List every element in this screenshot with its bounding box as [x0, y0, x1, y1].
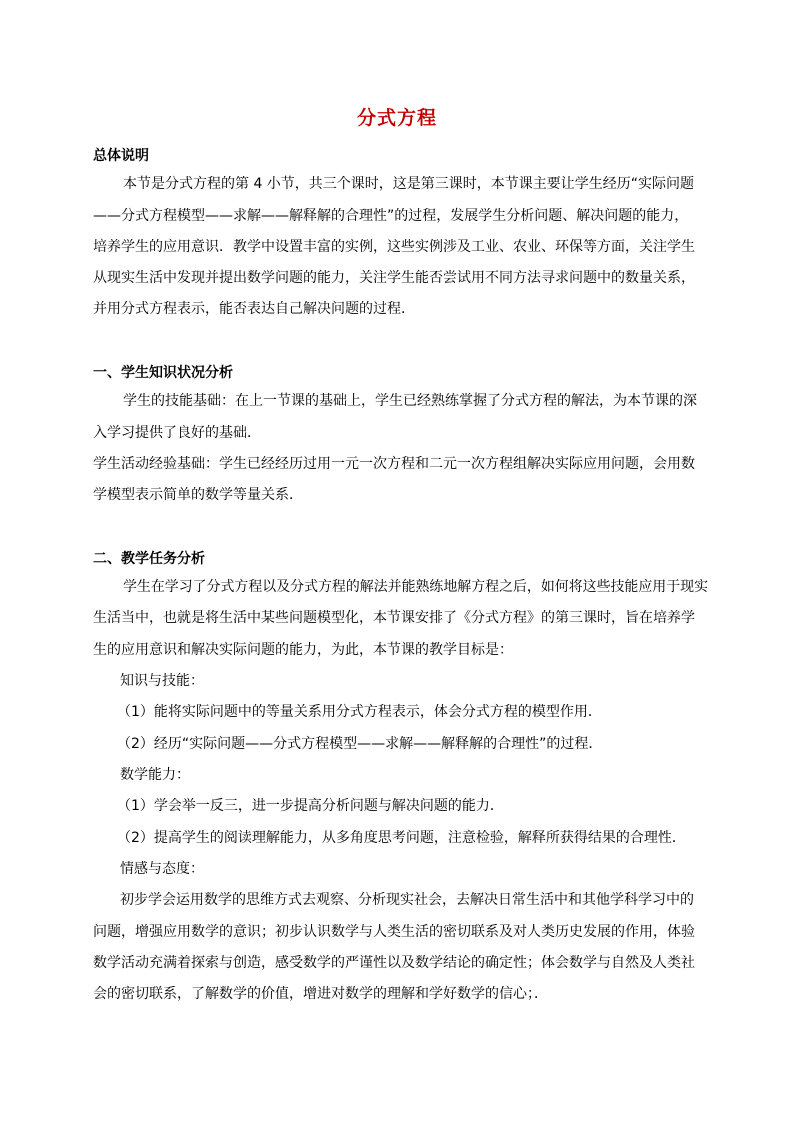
paragraph-line: 学生的技能基础：在上一节课的基础上，学生已经熟练掌握了分式方程的解法，为本节课的深 [123, 393, 697, 409]
paragraph-line: 初步学会运用数学的思维方式去观察、分析现实社会，去解决日常生活中和其他学科学习中的 [120, 892, 694, 908]
paragraph-line: 会的密切联系，了解数学的价值，增进对数学的理解和学好数学的信心；． [93, 986, 548, 1002]
paragraph-line: 培养学生的应用意识．教学中设置丰富的实例，这些实例涉及工业、农业、环保等方面，关注学生 [93, 239, 695, 255]
section-heading-task: 二、教学任务分析 [93, 551, 205, 567]
goal-category-knowledge: 知识与技能： [120, 673, 204, 689]
paragraph-line: 入学习提供了良好的基础． [93, 425, 261, 441]
goal-item: （1）能将实际问题中的等量关系用分式方程表示，体会分式方程的模型作用． [117, 704, 602, 720]
paragraph-line: 学生活动经验基础：学生已经经历过用一元一次方程和二元一次方程组解决实际应用问题，会用数 [93, 456, 695, 472]
section-heading-knowledge: 一、学生知识状况分析 [93, 365, 233, 381]
paragraph-line: 学生在学习了分式方程以及分式方程的解法并能熟练地解方程之后，如何将这些技能应用于现实 [123, 579, 709, 595]
goal-item: （2）经历“实际问题——分式方程模型——求解——解释解的合理性”的过程． [117, 736, 603, 752]
paragraph-line: 生的应用意识和解决实际问题的能力，为此，本节课的教学目标是： [93, 642, 513, 658]
goal-category-emotion: 情感与态度： [120, 861, 204, 877]
goal-category-math: 数学能力： [120, 767, 190, 783]
paragraph-line: 问题，增强应用数学的意识；初步认识数学与人类生活的密切联系及对人类历史发展的作用，体验 [93, 924, 695, 940]
section-heading-overview: 总体说明 [93, 148, 149, 164]
paragraph-line: 生活当中，也就是将生活中某些问题模型化，本节课安排了《分式方程》的第三课时，旨在培养学 [93, 610, 695, 626]
paragraph-line: 学模型表示简单的数学等量关系． [93, 487, 303, 503]
paragraph-line: ——分式方程模型——求解——解释解的合理性”的过程，发展学生分析问题、解决问题的能力， [93, 208, 689, 224]
paragraph-line: 数学活动充满着探索与创造，感受数学的严谨性以及数学结论的确定性；体会数学与自然及人类社 [93, 955, 695, 971]
goal-item: （1）学会举一反三，进一步提高分析问题与解决问题的能力． [117, 798, 504, 814]
goal-item: （2）提高学生的阅读理解能力，从多角度思考问题，注意检验，解释所获得结果的合理性． [117, 830, 686, 846]
paragraph-line: 从现实生活中发现并提出数学问题的能力，关注学生能否尝试用不同方法寻求问题中的数量关系， [93, 270, 695, 286]
paragraph-line: 本节是分式方程的第 4 小节，共三个课时，这是第三课时，本节课主要让学生经历“实际问题 [123, 176, 695, 192]
page-title: 分式方程 [356, 107, 437, 129]
paragraph-line: 并用分式方程表示，能否表达自己解决问题的过程． [93, 301, 415, 317]
